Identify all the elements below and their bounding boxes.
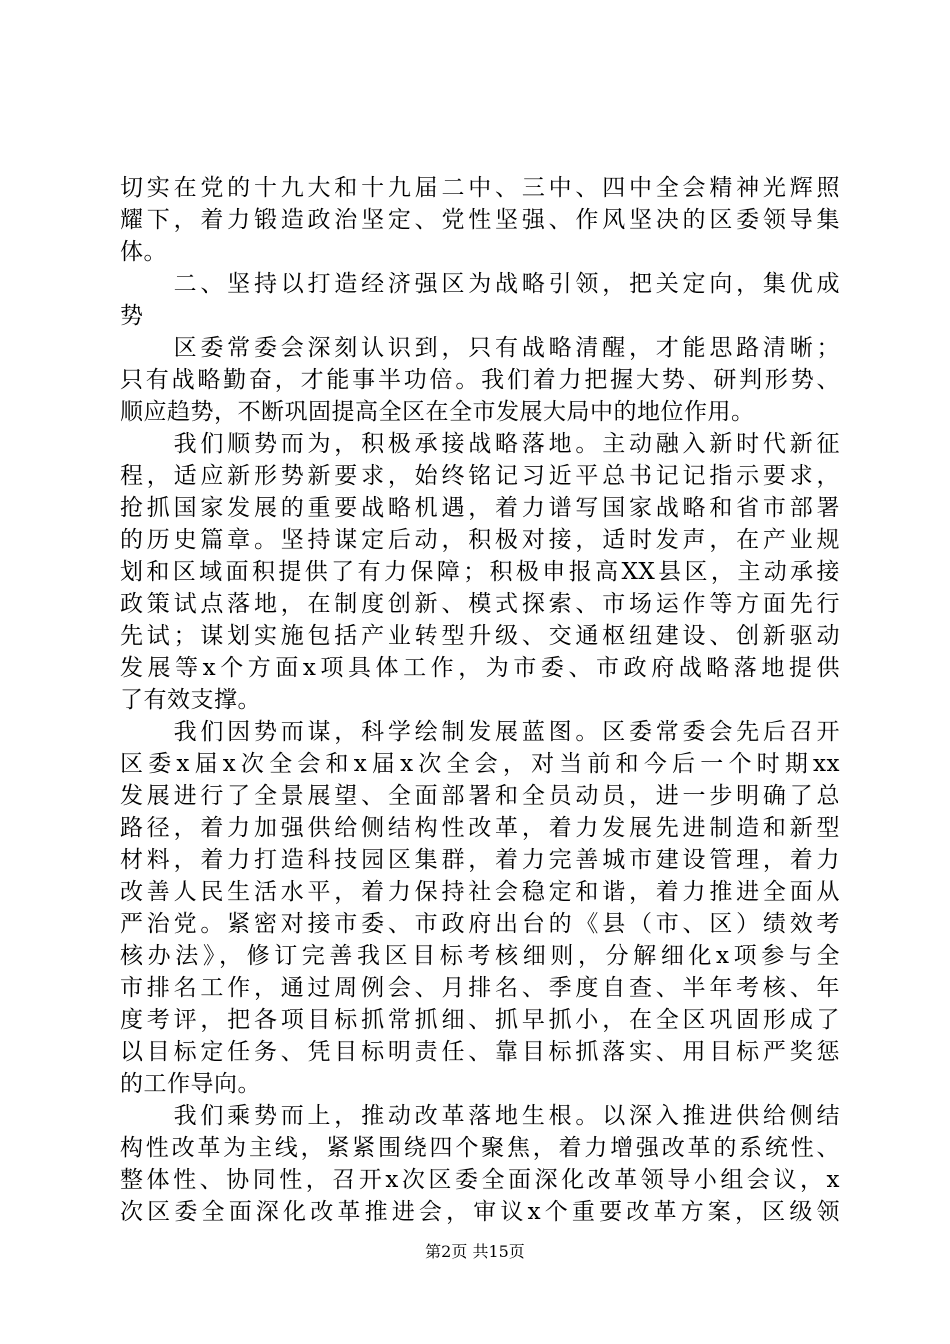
text-line: 势 xyxy=(120,303,144,329)
text-line: 我们乘势而上，推动改革落地生根。以深入推进供给侧结 xyxy=(120,1103,840,1129)
text-line: 了有效支撑。 xyxy=(120,687,261,713)
text-line: 度考评，把各项目标抓常抓细、抓早抓小，在全区巩固形成了 xyxy=(120,1007,840,1033)
text-line: 程，适应新形势新要求，始终铭记习近平总书记记指示要求， xyxy=(120,463,840,489)
text-line: 发展等x个方面x项具体工作，为市委、市政府战略落地提供 xyxy=(120,655,840,681)
text-line: 发展进行了全景展望、全面部署和全员动员，进一步明确了总 xyxy=(120,783,840,809)
text-line: 核办法》，修订完善我区目标考核细则，分解细化x项参与全 xyxy=(120,943,840,969)
text-line: 抢抓国家发展的重要战略机遇，着力谱写国家战略和省市部署 xyxy=(120,495,840,521)
text-line: 路径，着力加强供给侧结构性改革，着力发展先进制造和新型 xyxy=(120,815,840,841)
page-footer: 第2页 共15页 xyxy=(425,1242,525,1261)
text-line: 市排名工作，通过周例会、月排名、季度自查、半年考核、年 xyxy=(120,975,840,1001)
text-line: 划和区域面积提供了有力保障；积极申报高XX县区，主动承接 xyxy=(120,559,840,585)
text-line: 切实在党的十九大和十九届二中、三中、四中全会精神光辉照 xyxy=(120,175,840,201)
text-line: 区委x届x次全会和x届x次全会，对当前和今后一个时期xx xyxy=(120,751,840,777)
text-line: 区委常委会深刻认识到，只有战略清醒，才能思路清晰； xyxy=(120,335,840,361)
text-line: 耀下，着力锻造政治坚定、党性坚强、作风坚决的区委领导集 xyxy=(120,207,840,233)
text-line: 构性改革为主线，紧紧围绕四个聚焦，着力增强改革的系统性、 xyxy=(120,1135,840,1161)
text-line: 的工作导向。 xyxy=(120,1071,261,1097)
text-line: 二、坚持以打造经济强区为战略引领，把关定向，集优成 xyxy=(120,271,840,297)
text-line: 整体性、协同性，召开x次区委全面深化改革领导小组会议，x xyxy=(120,1167,840,1193)
text-line: 改善人民生活水平，着力保持社会稳定和谐，着力推进全面从 xyxy=(120,879,840,905)
text-line: 我们因势而谋，科学绘制发展蓝图。区委常委会先后召开 xyxy=(120,719,840,745)
text-line: 顺应趋势，不断巩固提高全区在全市发展大局中的地位作用。 xyxy=(120,399,755,425)
text-line: 先试；谋划实施包括产业转型升级、交通枢纽建设、创新驱动 xyxy=(120,623,840,649)
text-line: 材料，着力打造科技园区集群，着力完善城市建设管理，着力 xyxy=(120,847,840,873)
text-line: 的历史篇章。坚持谋定后动，积极对接，适时发声，在产业规 xyxy=(120,527,840,553)
text-line: 只有战略勤奋，才能事半功倍。我们着力把握大势、研判形势、 xyxy=(120,367,840,393)
text-line: 严治党。紧密对接市委、市政府出台的《县（市、区）绩效考 xyxy=(120,911,840,937)
body-text xyxy=(120,172,840,1228)
text-line: 次区委全面深化改革推进会，审议x个重要改革方案，区级领 xyxy=(120,1199,840,1225)
text-line: 政策试点落地，在制度创新、模式探索、市场运作等方面先行 xyxy=(120,591,840,617)
text-line: 我们顺势而为，积极承接战略落地。主动融入新时代新征 xyxy=(120,431,840,457)
text-line: 体。 xyxy=(120,239,167,265)
text-line: 以目标定任务、凭目标明责任、靠目标抓落实、用目标严奖惩 xyxy=(120,1039,840,1065)
